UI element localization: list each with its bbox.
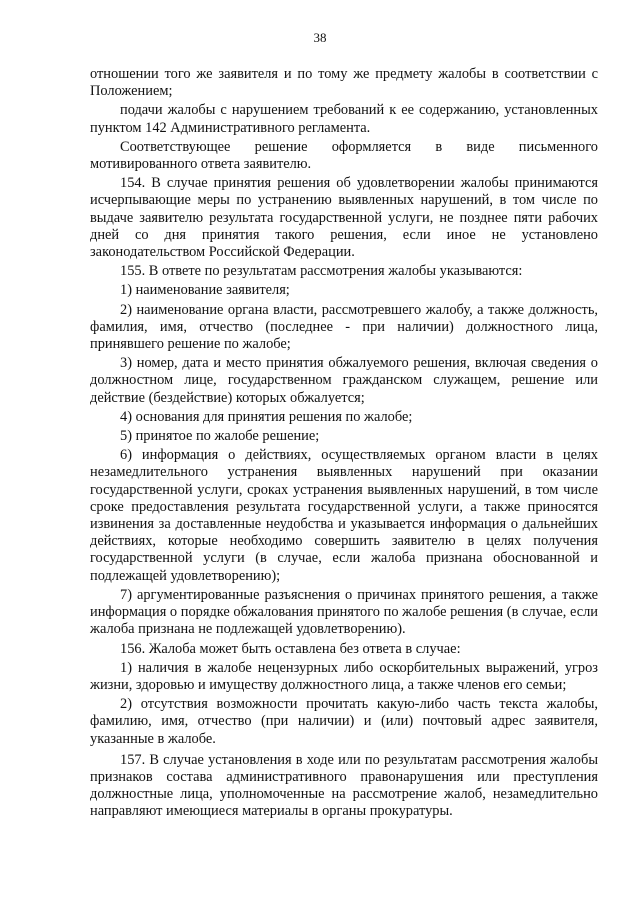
paragraph-decision-format: Соответствующее решение оформляется в виде письменного мотивированного ответа заявителю. (90, 138, 598, 173)
document-body (90, 66, 598, 821)
paragraph-continuation: отношении того же заявителя и по тому же предмету жалобы в соответствии с Положением; (90, 66, 598, 100)
paragraph-156: 156. Жалоба может быть оставлена без ответа в случае: (120, 640, 461, 657)
list-item-155-6: 6) информация о действиях, осуществляемых органом власти в целях незамедлительного устранения выявленных нарушений при оказании государственной услуги, сроках устранения выявленных нарушений, в том числе сроке предоставления результата государственной услуги, а также приносятся извинения за доставленные неудобства и указывается информация о дальнейших действиях, которые необходимо совершить заявителю в целях получения государственной услуги (в случае, если жалоба признана обоснованной и подлежащей удовлетворению); (90, 447, 598, 584)
paragraph-154: 154. В случае принятия решения об удовлетворении жалобы принимаются исчерпывающие меры по устранению выявленных нарушений, в том числе по выдаче заявителю результата государственной услуги, не позднее пяти рабочих дней со дня принятия такого решения, если иное не установлено законодательством Российской Федерации. (90, 175, 598, 261)
paragraph-155: 155. В ответе по результатам рассмотрения жалобы указываются: (120, 263, 523, 280)
list-item-155-2: 2) наименование органа власти, рассмотревшего жалобу, а также должность, фамилия, имя, отчество (последнее - при наличии) должностного лица, принявшего решение по жалобе; (90, 301, 598, 353)
list-item-155-1: 1) наименование заявителя; (120, 282, 290, 299)
list-item-156-2: 2) отсутствия возможности прочитать какую-либо часть текста жалобы, фамилию, имя, отчество (при наличии) и (или) почтовый адрес заявителя, указанные в жалобе. (90, 696, 598, 747)
paragraph-filing-violation: подачи жалобы с нарушением требований к ее содержанию, установленных пунктом 142 Административного регламента. (90, 102, 598, 136)
list-item-155-5: 5) принятое по жалобе решение; (120, 428, 320, 445)
paragraph-157: 157. В случае установления в ходе или по результатам рассмотрения жалобы признаков состава административного правонарушения или преступления должностные лица, уполномоченные на рассмотрение жалоб, незамедлительно направляют имеющиеся материалы в органы прокуратуры. (90, 751, 598, 820)
list-item-155-4: 4) основания для принятия решения по жалобе; (120, 408, 413, 425)
list-item-155-3: 3) номер, дата и место принятия обжалуемого решения, включая сведения о должностном лице, государственном гражданском служащем, решение или действие (бездействие) которых обжалуется; (90, 355, 598, 406)
list-item-155-7: 7) аргументированные разъяснения о причинах принятого решения, а также информация о порядке обжалования принятого по жалобе решения (в случае, если жалоба признана не подлежащей удовлетворению). (90, 586, 598, 638)
page-number: 38 (313, 30, 327, 45)
list-item-156-1: 1) наличия в жалобе нецензурных либо оскорбительных выражений, угроз жизни, здоровью и имуществу должностного лица, а также членов его семьи; (90, 659, 598, 693)
